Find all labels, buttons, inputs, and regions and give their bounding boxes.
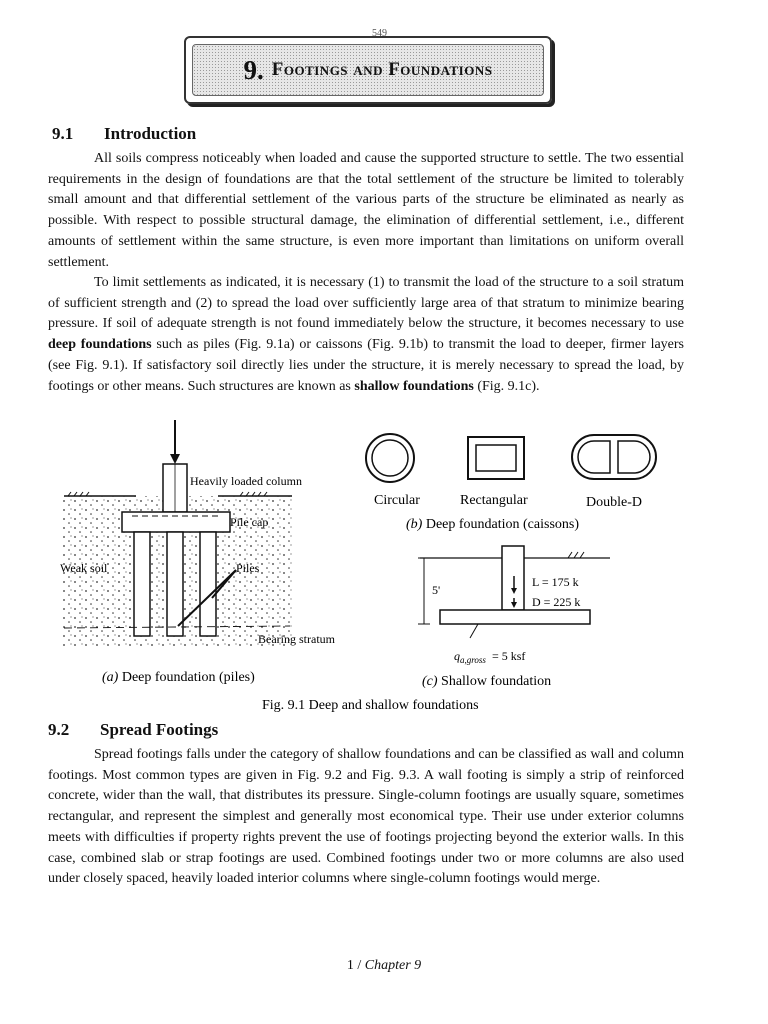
intro-paragraph-2-text-c: such as piles (Fig. 9.1a) or caissons (Fig. 9.1b) to transmit the load to deeper, firmer layers (see Fig. 9.1). If satisfactory soil directly lies under the structure, it is merely necessary to spread the load, by footings or other means. Such structures are known as bbox=[48, 337, 684, 394]
bearing-pressure-value: = 5 ksf bbox=[491, 649, 526, 663]
bearing-pressure-symbol: q bbox=[454, 649, 460, 663]
caisson-circular-outer bbox=[366, 434, 414, 482]
footer-page: 1 / bbox=[346, 958, 365, 973]
caisson-label-circular: Circular bbox=[374, 493, 420, 508]
shallow-caption bbox=[422, 674, 551, 689]
spread-footings-paragraph bbox=[48, 745, 684, 890]
piles-caption-text: Deep foundation (piles) bbox=[118, 670, 255, 685]
shallow-footing bbox=[440, 610, 590, 624]
bearing-stratum-label: Bearing stratum bbox=[258, 632, 335, 646]
column-label: Heavily loaded column bbox=[190, 474, 302, 488]
caisson-caption-letter: (b) bbox=[406, 517, 423, 532]
live-load-label: L = 175 k bbox=[532, 575, 579, 589]
pile-1 bbox=[134, 532, 150, 636]
caisson-caption-text: Deep foundation (caissons) bbox=[422, 517, 580, 532]
pile-cap bbox=[122, 512, 230, 532]
weak-soil-label: Weak soil bbox=[60, 561, 108, 575]
caisson-shapes bbox=[366, 434, 656, 532]
caisson-label-rectangular: Rectangular bbox=[460, 493, 528, 508]
section-number: 9.1 bbox=[52, 124, 74, 143]
figure-caption: Fig. 9.1 Deep and shallow foundations bbox=[262, 698, 479, 713]
intro-paragraph-1 bbox=[48, 149, 684, 273]
bearing-pressure-subscript: a,gross bbox=[460, 655, 486, 665]
piles-caption-letter: (a) bbox=[102, 670, 119, 685]
shallow-column bbox=[502, 546, 524, 610]
caisson-caption bbox=[406, 517, 579, 532]
term-shallow-foundations: shallow foundations bbox=[354, 378, 474, 394]
load-arrowhead bbox=[170, 454, 180, 464]
caisson-double-d-right bbox=[618, 441, 650, 473]
pressure-pointer bbox=[470, 624, 478, 638]
shallow-ground-hatch bbox=[568, 552, 584, 558]
pile-foundation-diagram bbox=[60, 420, 336, 646]
piles-label: Piles bbox=[236, 561, 260, 575]
footer-chapter: Chapter 9 bbox=[364, 958, 422, 973]
term-deep-foundations: deep foundations bbox=[48, 337, 152, 353]
bearing-pressure-label bbox=[454, 649, 525, 665]
chapter-title: Footings and Foundations bbox=[271, 59, 493, 80]
section-number: 9.2 bbox=[48, 720, 70, 739]
chapter-banner bbox=[184, 36, 552, 104]
intro-paragraph-2 bbox=[48, 273, 684, 397]
intro-paragraph-1-text: All soils compress noticeably when loaded and cause the supported structure to settle. The two essential requirements in the design of foundations are that the total settlement of the structure be limited to tolerably small amount and that differential settlement of the various parts of the structure be eliminated as nearly as possible. With respect to possible structural damage, the elimination of differential settlement, i.e., different amounts of settlement within the same structure, is even more important than limitations on uniform overall settlement. bbox=[48, 151, 684, 270]
section-heading-9-2 bbox=[48, 720, 218, 740]
caisson-double-d-outer bbox=[572, 435, 656, 479]
figure-9-1 bbox=[40, 418, 720, 718]
pile-3 bbox=[200, 532, 216, 636]
chapter-number: 9. bbox=[243, 54, 264, 85]
pile-cap-label: Pile cap bbox=[230, 515, 269, 529]
caisson-rectangular-inner bbox=[476, 445, 516, 471]
section-heading-9-1 bbox=[52, 124, 196, 144]
caisson-circular-inner bbox=[372, 440, 408, 476]
figure-drawing bbox=[40, 418, 720, 718]
section-title: Spread Footings bbox=[100, 720, 219, 739]
spread-footings-paragraph-text: Spread footings falls under the category of shallow foundations and can be classified as wall and column footings. Most common types are given in Fig. 9.2 and Fig. 9.3. A wall footing is simply a strip of reinforced concrete, wider than the wall, that distributes its pressure. Single-column footings are usually square, sometimes rectangular, and represent the simplest and generally most economical type. Their use under exterior columns meets with difficulties if property rights prevent the use of footings projecting beyond the exterior walls. In this case, combined slab or strap footings are used. Combined footings under two or more columns are also used under closely spaced, heavily loaded interior columns where single-column footings would merge. bbox=[48, 747, 684, 887]
shallow-caption-letter: (c) bbox=[422, 674, 438, 689]
shallow-caption-text: Shallow foundation bbox=[437, 674, 552, 689]
depth-label: 5' bbox=[432, 583, 441, 597]
caisson-label-double-d: Double-D bbox=[586, 495, 642, 510]
intro-paragraph-2-text-e: (Fig. 9.1c). bbox=[473, 378, 540, 394]
section-title: Introduction bbox=[104, 124, 197, 143]
caisson-double-d-left bbox=[578, 441, 610, 473]
dead-load-label: D = 225 k bbox=[532, 595, 581, 609]
shallow-footing-diagram bbox=[418, 546, 610, 665]
pile-2 bbox=[167, 532, 183, 636]
page-footer bbox=[0, 958, 768, 974]
piles-caption bbox=[102, 670, 255, 685]
page-number: 549 bbox=[372, 28, 387, 39]
intro-paragraph-2-text-a: To limit settlements as indicated, it is necessary (1) to transmit the load of the structure to a soil stratum of sufficient strength and (2) to spread the load over sufficiently large area of that stratum to minimize bearing pressure. If soil of adequate strength is not found immediately below the structure, it becomes necessary to use bbox=[48, 275, 684, 332]
chapter-banner-inner bbox=[192, 44, 544, 96]
